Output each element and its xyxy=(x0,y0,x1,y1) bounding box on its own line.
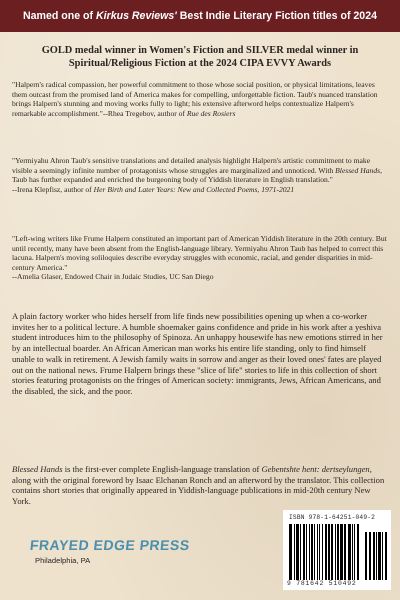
blurb-tregebov xyxy=(12,80,388,118)
translation-note-rest: , along with the original foreword by Isaac Elchanan Ronch and an afterword by the translator. This collection contains short stories that originally appeared in Yiddish-language publications in mid-20th century New York. xyxy=(12,464,385,507)
blurb-work-title: Her Birth and Later Years: New and Collected Poems, 1971-2021 xyxy=(93,184,295,194)
translation-note xyxy=(12,464,388,507)
blurb-text: "Halpern's radical compassion, her powerful commitment to those whose social position, or physical limitations, leaves them outcast from the promised land of America makes for compelling, unforgettable fiction. Taub's nuanced translation brings Halpern's stunning and moving works fully to light; his extensive afterword helps contextualize Halpern's remarkable accomplishment." xyxy=(12,80,378,118)
publisher-logo xyxy=(30,537,190,565)
blurb-text-italic: Blessed Hands xyxy=(335,165,381,175)
banner-text-post: Best Indie Literary Fiction titles of 2024 xyxy=(176,10,377,22)
blurb-glaser xyxy=(12,234,388,282)
blurb-attribution: --Rhea Tregebov, author of xyxy=(102,108,187,118)
price-barcode-bars xyxy=(365,532,387,580)
blurb-work-title: Rue des Rosiers xyxy=(186,108,236,118)
book-description: A plain factory worker who hides herself from life finds new possibilities opening up when a co-worker invites her to a political lecture. A humble shoemaker gains confidence and pride in his work after a yeshiva student introduces him to the philosophy of Spinoza. An unhappy housewife has new emotions stirred in her by an intellectual boarder. An African American man works his entire life standing, only to find himself unable to walk in retirement. A Jewish family waits in sorrow and anger as their loved ones' fates are played out on the national news. Frume Halpern brings these "slice of life" stories to life in this collection of short stories featuring protagonists on the fringes of American society: immigrants, Jews, African Americans, and the disabled, the sick, and the poor. xyxy=(12,311,383,396)
isbn-label: ISBN 978-1-64251-049-2 xyxy=(289,514,376,521)
blurb-text-post: , Taub has further expanded and enriched the burgeoning body of Yiddish literature in English translation." xyxy=(12,165,382,185)
publisher-city: Philadelphia, PA xyxy=(35,556,91,565)
award-subheading: GOLD medal winner in Women's Fiction and SILVER medal winner in Spiritual/Religious Fiction at the 2024 CIPA EVVY Awards xyxy=(41,45,359,69)
isbn-barcode xyxy=(283,510,391,590)
original-title: Gebentshte hent: dertseylungen xyxy=(261,464,370,474)
banner-text-pre: Named one of xyxy=(22,10,96,22)
publisher-name xyxy=(30,537,190,553)
blurb-attribution-line xyxy=(12,185,388,195)
ean-barcode-bars xyxy=(289,524,359,580)
blurb-attribution: --Amelia Glaser, Endowed Chair in Judaic Studies, UC San Diego xyxy=(12,272,214,282)
award-banner xyxy=(0,0,400,32)
book-title: Blessed Hands xyxy=(12,464,63,474)
publisher-name-text: FRAYED EDGE PRESS xyxy=(29,537,191,553)
blurb-text: "Left-wing writers like Frume Halpern constituted an important part of American Yiddish literature in the 20th century. But until recently, many have been absent from the English-language library. Yermiyahu Ahron Taub has helped to correct this lacuna. Halpern's moving soliloquies describe everyday struggles with economic, racial, and gender disparities in mid-century America." xyxy=(12,234,387,272)
blurb-text-pre: "Yermiyahu Ahron Taub's sensitive translations and detailed analysis highlight Halpern's artistic commitment to make visible a seemingly infinite number of protagonists whose struggles are marginalized and unnoticed. With xyxy=(12,156,371,175)
blurb-klepfisz xyxy=(12,156,388,194)
ean-digits: 9 781642 510492 xyxy=(287,580,357,587)
banner-text-italic: Kirkus Reviews' xyxy=(95,10,177,22)
translation-note-text: is the first-ever complete English-language translation of xyxy=(62,464,262,474)
blurb-attribution: --Irena Klepfisz, author of xyxy=(12,184,94,194)
